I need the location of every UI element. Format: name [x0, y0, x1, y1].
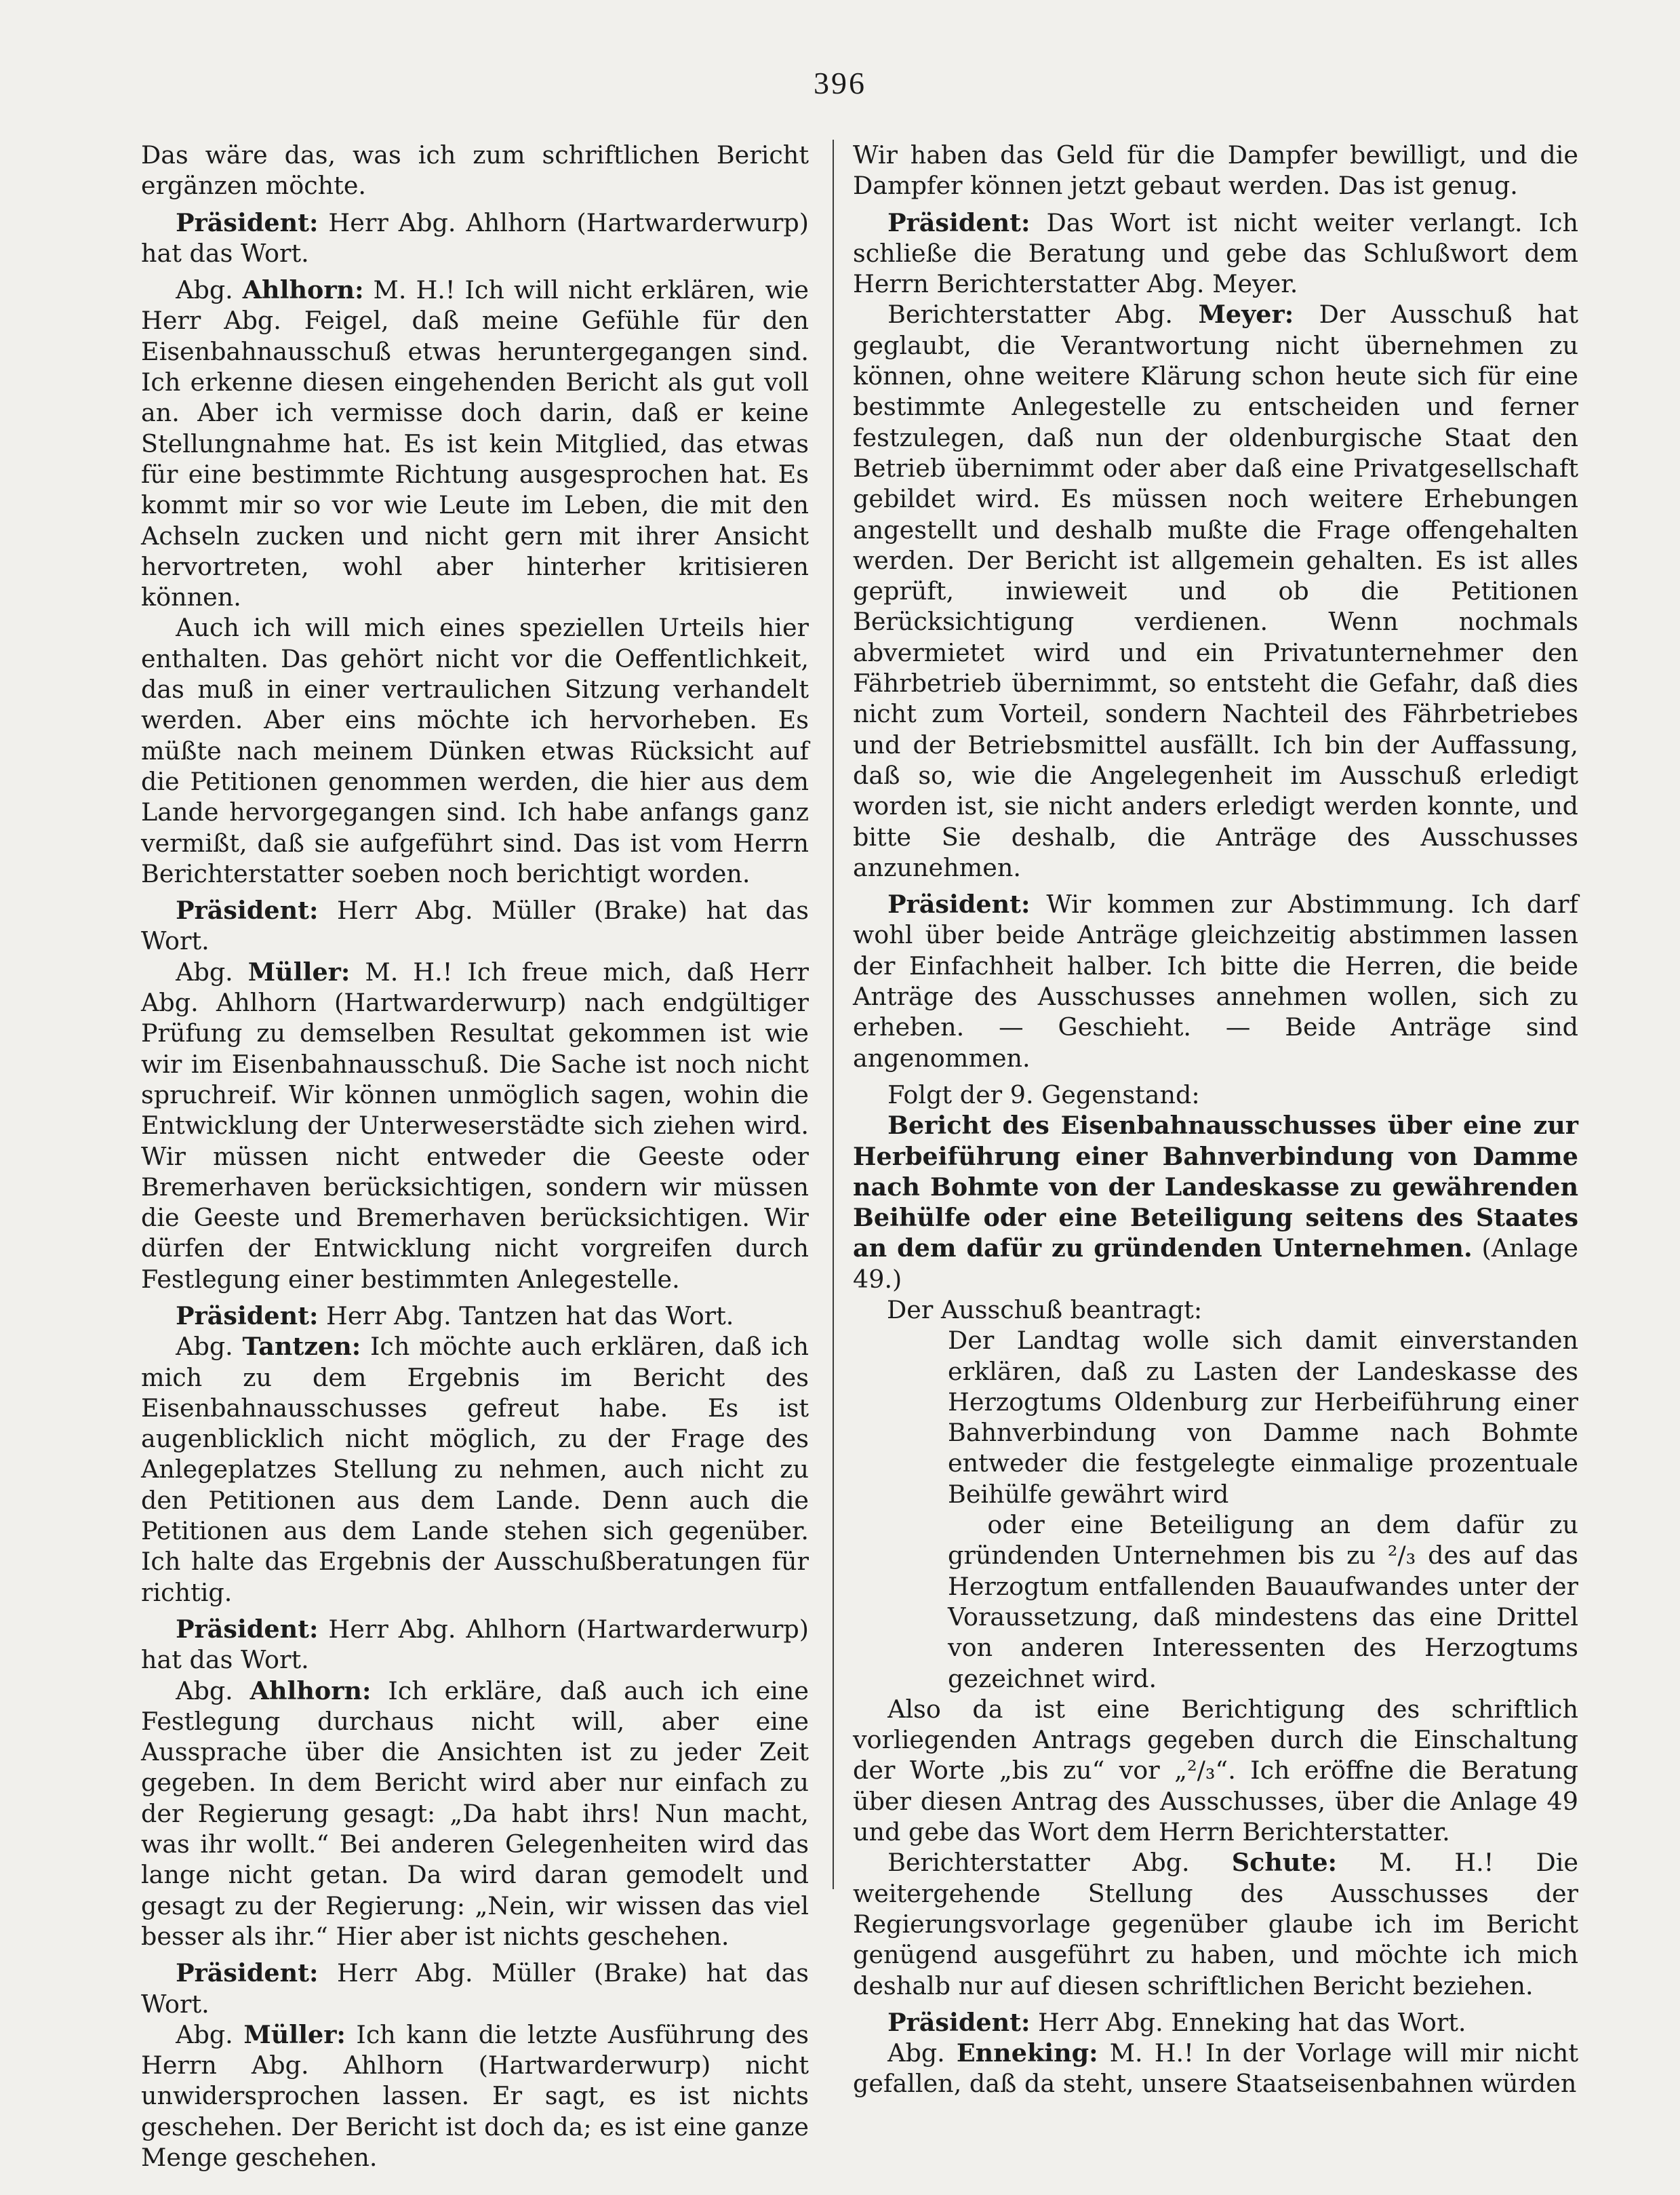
- right-column: [853, 140, 1578, 2099]
- speaker-paragraph: [853, 2007, 1578, 2038]
- speaker-name: Präsident:: [176, 1301, 319, 1330]
- speaker-name: Präsident:: [176, 1958, 319, 1988]
- agenda-item-title: [853, 1110, 1578, 1294]
- paragraph: [853, 140, 1578, 201]
- speaker-name: Meyer:: [1198, 300, 1294, 330]
- speaker-name: Schute:: [1231, 1848, 1338, 1878]
- speaker-prefix: Abg.: [176, 275, 243, 305]
- speaker-paragraph: [853, 889, 1578, 1073]
- paragraph-text: Ich erkläre, daß auch ich eine Festlegung durchaus nicht will, aber eine Aussprache über die Ansichten ist zu jeder Zeit gegeben. In dem Bericht wird aber nur einfach zu der Regierung gesagt: „Da habt ihrs! Nun macht, was ihr wollt.“ Bei anderen Gelegenheiten wird das lange nicht getan. Da wird daran gemodelt und gesagt zu der Regierung: „Nein, wir wissen das viel besser als ihr.“ Hier aber ist nichts geschehen.: [141, 1676, 809, 1951]
- speaker-prefix: Berichterstatter Abg.: [887, 300, 1199, 330]
- speaker-name: Ahlhorn:: [249, 1676, 372, 1705]
- paragraph-text: Der Ausschuß hat geglaubt, die Verantwortung nicht übernehmen zu können, ohne weitere Klärung schon heute sich für eine bestimmte Anlegestelle zu entscheiden und ferner festzulegen, daß nun der oldenburgische Staat den Betrieb übernimmt oder aber daß eine Privatgesellschaft gebildet wird. Es müssen noch weitere Erhebungen angestellt und deshalb mußte die Frage offengehalten werden. Der Bericht ist allgemein gehalten. Es ist alles geprüft, inwieweit und ob die Petitionen Berücksichtigung verdienen. Wenn nochmals abvermietet wird und ein Privatunternehmer den Fährbetrieb übernimmt, so entsteht die Gefahr, daß dies nicht zum Vorteil, sondern Nachteil des Fährbetriebes und der Betriebsmittel ausfällt. Ich bin der Auffassung, daß so, wie die Angelegenheit im Ausschuß erledigt worden ist, sie nicht anders erledigt werden konnte, und bitte Sie deshalb, die Anträge des Ausschusses anzunehmen.: [853, 300, 1578, 882]
- paragraph-text: Herr Abg. Enneking hat das Wort.: [1030, 2007, 1466, 2037]
- speaker-paragraph: [141, 957, 809, 1294]
- speaker-name: Präsident:: [176, 896, 319, 926]
- page-number: 396: [814, 66, 866, 100]
- speaker-paragraph: [141, 1676, 809, 1952]
- column-divider: [833, 140, 834, 1889]
- speaker-paragraph: [141, 275, 809, 612]
- speaker-paragraph: [141, 895, 809, 957]
- paragraph-text: Das Wort ist nicht weiter verlangt. Ich schließe die Beratung und gebe das Schlußwort dem Herrn Berichterstatter Abg. Meyer.: [853, 207, 1578, 299]
- paragraph-text: Herr Abg. Müller (Brake) hat das Wort.: [141, 896, 809, 956]
- motion-text: [853, 1509, 1578, 1694]
- paragraph-text: M. H.! In der Vorlage will mir nicht gefallen, daß da steht, unsere Staatseisenbahnen würden: [853, 2038, 1578, 2099]
- speaker-name: Tantzen:: [242, 1332, 361, 1362]
- motion-text: [853, 1325, 1578, 1509]
- paragraph-text: Folgt der 9. Gegenstand:: [887, 1080, 1200, 1109]
- speaker-prefix: Abg.: [176, 1332, 243, 1362]
- speaker-name: Präsident:: [887, 207, 1031, 237]
- speaker-paragraph: [853, 299, 1578, 883]
- speaker-paragraph: [141, 1301, 809, 1331]
- agenda-title-bold: Bericht des Eisenbahnausschusses über eine zur Herbeiführung einer Bahnverbindung von Damme nach Bohmte von der Landeskasse zu gewährenden Beihülfe oder eine Beteiligung seitens des Staates an dem dafür zu gründenden Unternehmen.: [853, 1111, 1578, 1263]
- paragraph-text: Herr Abg. Tantzen hat das Wort.: [318, 1301, 734, 1330]
- speaker-paragraph: [853, 207, 1578, 300]
- agenda-annex-ref: (Anlage 49.): [853, 1233, 1579, 1294]
- speaker-name: Ahlhorn:: [242, 275, 364, 305]
- speaker-paragraph: [853, 2038, 1578, 2099]
- paragraph-text: Wir haben das Geld für die Dampfer bewilligt, und die Dampfer können jetzt gebaut werden. Das ist genug.: [853, 140, 1578, 201]
- paragraph-text: Herr Abg. Ahlhorn (Hartwarderwurp) hat das Wort.: [141, 207, 809, 268]
- speaker-name: Müller:: [243, 2019, 346, 2049]
- left-column: [141, 140, 809, 2173]
- paragraph: [141, 140, 809, 201]
- paragraph: [141, 612, 809, 889]
- paragraph-text: M. H.! Die weitergehende Stellung des Ausschusses der Regierungsvorlage gegenüber glaube ich im Bericht genügend ausgeführt zu haben, und möchte ich mich deshalb nur auf diesen schriftlichen Bericht beziehen.: [853, 1848, 1579, 2000]
- paragraph-text: Der Ausschuß beantragt:: [887, 1294, 1203, 1324]
- speaker-name: Präsident:: [176, 207, 319, 237]
- speaker-prefix: Abg.: [176, 2019, 244, 2049]
- speaker-paragraph: [141, 1958, 809, 2019]
- speaker-paragraph: [141, 2019, 809, 2173]
- paragraph-text: Ich kann die letzte Ausführung des Herrn Abg. Ahlhorn (Hartwarderwurp) nicht unwidersprochen lassen. Er sagt, es ist nichts geschehen. Der Bericht ist doch da; es ist eine ganze Menge geschehen.: [141, 2019, 809, 2172]
- speaker-paragraph: [141, 1614, 809, 1676]
- paragraph-text: Der Landtag wolle sich damit einverstanden erklären, daß zu Lasten der Landeskasse des Herzogtums Oldenburg zur Herbeiführung einer Bahnverbindung von Damme nach Bohmte entweder die festgelegte einmalige prozentuale Beihülfe gewährt wird: [948, 1326, 1578, 1509]
- agenda-item-intro: [853, 1080, 1578, 1110]
- motion-intro: [853, 1294, 1578, 1325]
- speaker-prefix: Abg.: [176, 1676, 250, 1705]
- speaker-name: Müller:: [247, 957, 351, 987]
- paragraph: [853, 1694, 1578, 1847]
- speaker-name: Präsident:: [887, 890, 1031, 919]
- paragraph-text: M. H.! Ich will nicht erklären, wie Herr Abg. Feigel, daß meine Gefühle für den Eisenbahnausschuß etwas heruntergegangen sind. Ich erkenne diesen eingehenden Bericht als gut voll an. Aber ich vermisse doch darin, daß er keine Stellungnahme hat. Es ist kein Mitglied, das etwas für eine bestimmte Richtung ausgesprochen hat. Es kommt mir so vor wie Leute im Leben, die mit den Achseln zucken und nicht gern mit ihrer Ansicht hervortreten, wohl aber hinterher kritisieren können.: [141, 275, 809, 612]
- speaker-prefix: Abg.: [887, 2038, 957, 2068]
- paragraph-text: Herr Abg. Müller (Brake) hat das Wort.: [141, 1958, 809, 2019]
- paragraph-text: Das wäre das, was ich zum schriftlichen Bericht ergänzen möchte.: [141, 140, 809, 201]
- speaker-prefix: Berichterstatter Abg.: [887, 1848, 1232, 1878]
- speaker-name: Präsident:: [176, 1614, 319, 1644]
- paragraph-text: Herr Abg. Ahlhorn (Hartwarderwurp) hat das Wort.: [141, 1614, 809, 1675]
- paragraph-text: M. H.! Ich freue mich, daß Herr Abg. Ahlhorn (Hartwarderwurp) nach endgültiger Prüfung zu demselben Resultat gekommen ist wie wir im Eisenbahnausschuß. Die Sache ist noch nicht spruchreif. Wir können unmöglich sagen, wohin die Entwicklung der Unterweserstädte sich ziehen wird. Wir müssen nicht entweder die Geeste oder Bremerhaven berücksichtigen, sondern wir müssen die Geeste und Bremerhaven berücksichtigen. Wir dürfen der Entwicklung nicht vorgreifen durch Festlegung einer bestimmten Anlegestelle.: [141, 957, 809, 1294]
- paragraph-text: Ich möchte auch erklären, daß ich mich zu dem Ergebnis im Bericht des Eisenbahnausschusses gefreut habe. Es ist augenblicklich nicht möglich, zu der Frage des Anlegeplatzes Stellung zu nehmen, auch nicht zu den Petitionen aus dem Lande. Denn auch die Petitionen aus dem Lande stehen sich gegenüber. Ich halte das Ergebnis der Ausschußberatungen für richtig.: [141, 1332, 809, 1607]
- speaker-name: Enneking:: [956, 2038, 1098, 2068]
- speaker-name: Präsident:: [887, 2007, 1031, 2037]
- paragraph-text: Auch ich will mich eines speziellen Urteils hier enthalten. Das gehört nicht vor die Oeffentlichkeit, das muß in einer vertraulichen Sitzung verhandelt werden. Aber eins möchte ich hervorheben. Es müßte nach meinem Dünken etwas Rücksicht auf die Petitionen genommen werden, die hier aus dem Lande hervorgegangen sind. Ich habe anfangs ganz vermißt, daß sie aufgeführt sind. Das ist vom Herrn Berichterstatter soeben noch berichtigt worden.: [141, 613, 809, 888]
- speaker-prefix: Abg.: [176, 957, 248, 987]
- speaker-paragraph: [141, 207, 809, 269]
- paragraph-text: Wir kommen zur Abstimmung. Ich darf wohl über beide Anträge gleichzeitig abstimmen lassen der Einfachheit halber. Ich bitte die Herren, die beide Anträge des Ausschusses annehmen wollen, sich zu erheben. — Geschieht. — Beide Anträge sind angenommen.: [853, 890, 1578, 1073]
- paragraph-text: oder eine Beteiligung an dem dafür zu gründenden Unternehmen bis zu ²/₃ des auf das Herzogtum entfallenden Bauaufwandes unter der Voraussetzung, daß mindestens das eine Drittel von anderen Interessenten des Herzogtums gezeichnet wird.: [948, 1510, 1578, 1693]
- speaker-paragraph: [141, 1331, 809, 1608]
- paragraph-text: Also da ist eine Berichtigung des schriftlich vorliegenden Antrags gegeben durch die Einschaltung der Worte „bis zu“ vor „²/₃“. Ich eröffne die Beratung über diesen Antrag des Ausschusses, über die Anlage 49 und gebe das Wort dem Herrn Berichterstatter.: [853, 1694, 1578, 1847]
- speaker-paragraph: [853, 1847, 1578, 2000]
